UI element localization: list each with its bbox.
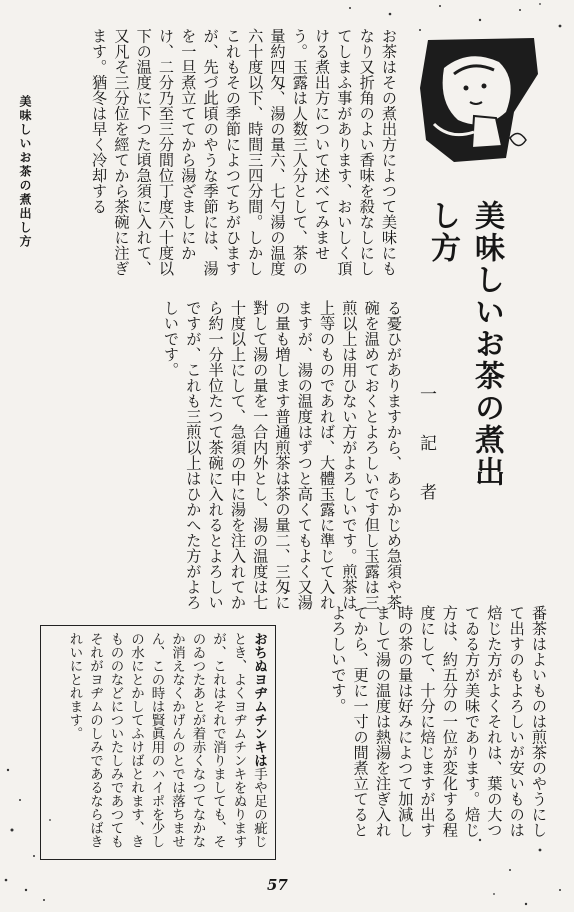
body-text-lower: 番茶はよいものは煎茶のやうにして出すのもよろしいが安いものは焙じた方がよくそれは、葉の大つてゐる方が美味であります。焙じ方は、約五分の一位が変化する程度にして、十分に焙じますが出す時の茶の量は好みによつて加減しまして湯の温度は熱湯を注ぎ入れてから、更に一寸の間煮立てるとよろしいです。: [329, 605, 548, 838]
note-text: 手や足の疵じとき、よくヨヂムチンキをぬりますが、これはそれで消りましても、そのゐつたあとが着赤くなつてなかなか消えなくかげんのとでは落ちません、この時は賢眞用のハイポを少しの水にとかしてふけばとれます、きもののなどについたしみであつてもそれがヨヂムのしみであるならばきれいにとれます。: [66, 632, 267, 848]
note-heading: おちぬヨヂムチンキは: [251, 632, 267, 767]
sidebar-note-box: [40, 625, 276, 860]
running-head: 美味しいお茶の煮出し方: [18, 95, 32, 249]
article-title: 美味しいお茶の煮出し方: [425, 200, 504, 488]
body-text-middle: る憂ひがありますから、あらかじめ急須や茶碗を温めておくとよろしいです但し玉露は三煎以上は用ひない方がよろしいです。煎茶は上等のものであれば、大體玉露に準じて入れますが、湯の温度はずつと高くてもよく又湯の量も増します普通煎茶は茶の量二、三匁に對して湯の量を一合内外とし、湯の温度は七十度以上にして、急須の中に湯を注入れてから約一分半位たつて茶碗に入れるとよろしいですが、これも三煎以上はひかへた方がよろしいです。: [162, 300, 403, 610]
author-byline: 一記者: [416, 385, 436, 532]
tea-drinker-illustration: [414, 28, 542, 168]
note-content: [45, 632, 269, 853]
page-number: 57: [267, 876, 288, 894]
body-text-upper: お茶はその煮出方によつて美味にもなり又折角のよい香味を殺なしにしてしまふ事があります、おいしく頂ける煮出方について述べてみませう。玉露は人数三人分として、茶の量約四匁、湯の量六、七勺湯の温度六十度以下、時間三四分間。しかしこれもその季節によつてちがひますが、先づ此頃のやうな季節には、湯を一旦煮立ててから湯ざましにかけ、二分乃至三分間位丁度六十度以下の温度に下つた頃急須に入れて、又凡そ三分位を經てから茶碗に注ぎます。猶冬は早く冷却する: [90, 28, 398, 276]
